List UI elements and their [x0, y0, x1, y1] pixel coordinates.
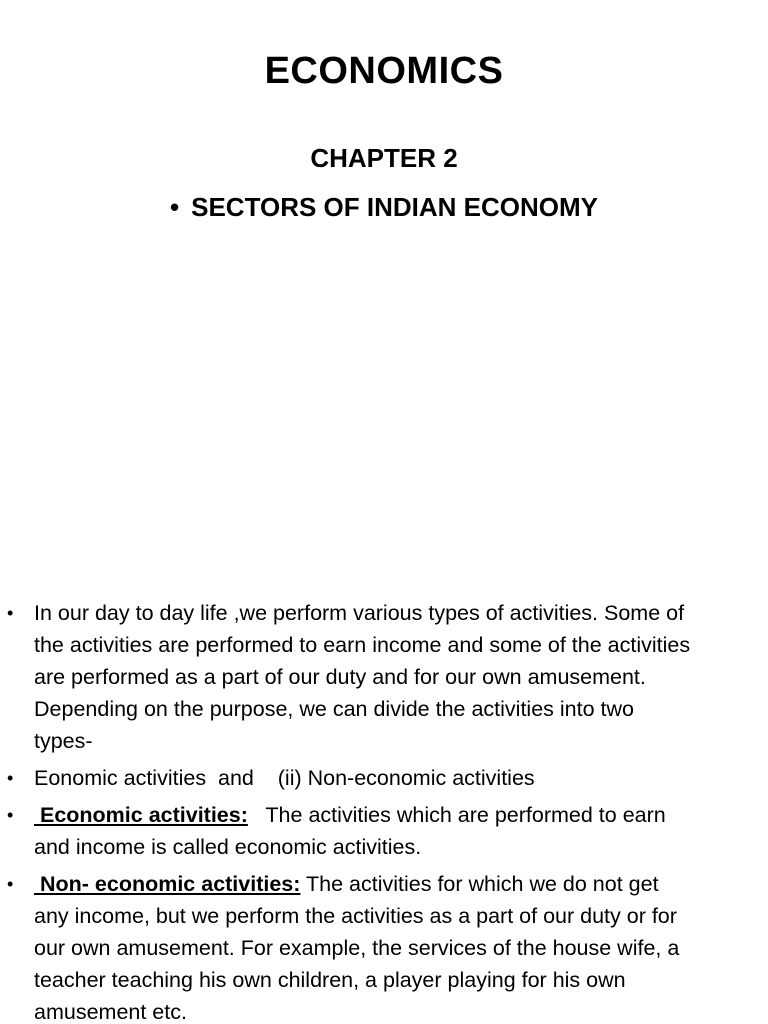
content-bullet-list	[0, 597, 768, 1024]
bullet-icon: •	[170, 192, 180, 222]
economic-term: Economic activities:	[34, 803, 248, 827]
chapter-subtitle-text: SECTORS OF INDIAN ECONOMY	[191, 192, 598, 222]
list-item-intro	[0, 597, 768, 757]
chapter-subtitle	[0, 192, 768, 223]
list-item-economic	[0, 799, 768, 863]
document-title: ECONOMICS	[264, 50, 504, 92]
list-item-types	[0, 762, 768, 794]
intro-text: In our day to day life ,we perform various types of activities. Some of the activities are performed to earn income and some of the activities are performed as a part of our duty and for our own amusement. Depending on the purpose, we can divide the activities into two types-	[34, 601, 691, 753]
bullet-icon: •	[7, 603, 14, 623]
bullet-icon: •	[7, 874, 14, 894]
bullet-icon: •	[7, 768, 14, 788]
non-economic-term: Non- economic activities:	[34, 872, 301, 896]
chapter-heading: CHAPTER 2	[310, 143, 458, 173]
list-item-non-economic	[0, 868, 768, 1024]
types-text: Eonomic activities and (ii) Non-economic activities	[34, 766, 535, 790]
non-economic-definition: The activities for which we do not get any income, but we perform the activities as a part of our duty or for our own amusement. For example, the services of the house wife, a teacher teaching his own children, a player playing for his own amusement etc.	[34, 872, 680, 1024]
economic-definition: The activities which are performed to earn and income is called economic activities.	[34, 803, 672, 859]
bullet-icon: •	[7, 805, 14, 825]
